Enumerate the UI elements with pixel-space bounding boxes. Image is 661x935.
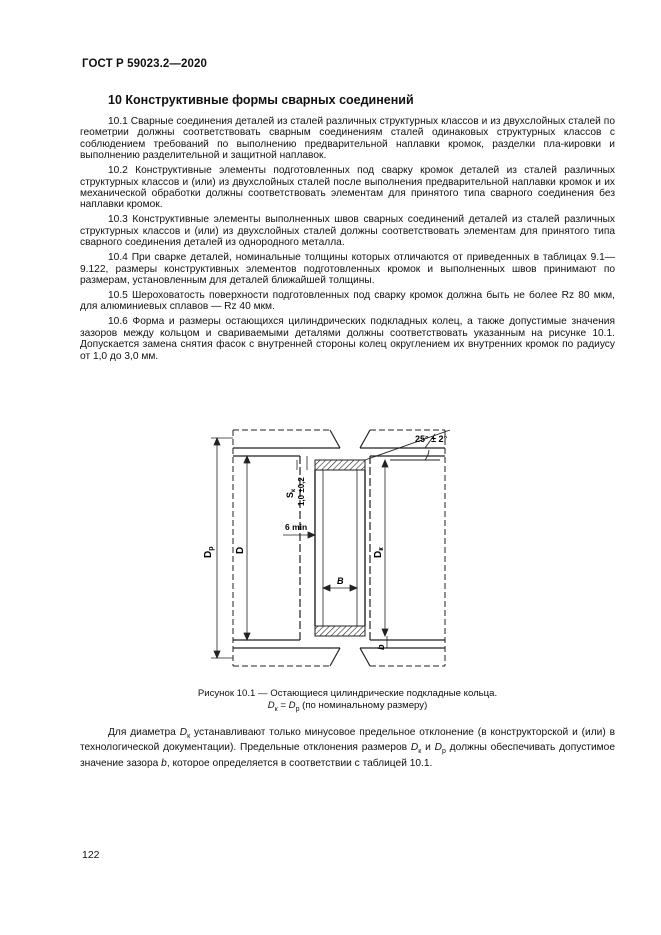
backing-ring-bottom: [315, 626, 365, 636]
caption-dp-sub: р: [295, 705, 300, 713]
caption-dp: D: [288, 700, 296, 711]
figure-10-1: [175, 418, 475, 683]
ring-sides: [315, 470, 365, 626]
d-label: D: [235, 546, 246, 554]
after-dk-sub: к: [187, 733, 191, 741]
caption-dk-sub: к: [274, 705, 278, 713]
after-figure-text: [80, 727, 615, 769]
figure-caption-line1: Рисунок 10.1 — Остающиеся цилиндрические подкладные кольца.: [197, 688, 498, 699]
caption-dk: D: [267, 700, 275, 711]
b-upper-label: B: [337, 576, 344, 586]
weld-groove-bottom: [233, 648, 445, 666]
document-header: ГОСТ Р 59023.2—2020: [82, 58, 207, 70]
after-b: b: [161, 757, 167, 769]
after-t3: и: [421, 742, 435, 754]
dim-1-0-label: 1,0 ±0,2: [297, 477, 306, 506]
after-t1: Для диаметра: [108, 727, 180, 738]
after-dp: D: [434, 742, 442, 754]
paragraph-10-3: 10.3 Конструктивные элементы выполненных швов сварных соединений деталей из сталей различных структурных классов и (или) из двухслойных сталей должны соответствовать элементам для принятого типа сварного соединения деталей из однородного металла.: [80, 214, 615, 249]
after-dk2-sub: к: [418, 748, 422, 756]
backing-ring-top: [315, 460, 365, 470]
figure-caption-line2: [80, 700, 615, 716]
after-t5: , которое определяется в соответствии с таблицей 10.1.: [166, 757, 433, 769]
paragraph-after-figure: [80, 727, 615, 769]
section-title: 10 Конструктивные формы сварных соединений: [108, 93, 414, 107]
six-min-dimension: [283, 532, 315, 538]
paragraph-10-4: 10.4 При сварке деталей, номинальные толщины которых отличаются от приведенных в таблицах 9.1—9.122, размеры конструктивных элементов подготовленных кромок и выполненных швов принимают по размерам, установленным для деталей ближайшей толщины.: [80, 252, 615, 287]
caption-eq: =: [277, 700, 289, 711]
weld-groove-top: [233, 430, 445, 448]
dk-label: $D_к$: [373, 547, 385, 558]
page-number: 122: [82, 849, 100, 861]
caption-rest: (по номинальному размеру): [299, 700, 428, 711]
after-dp-sub: р: [441, 748, 446, 756]
paragraph-10-1: 10.1 Сварные соединения деталей из сталей различных структурных классов и из двухслойных сталей по геометрии должны соответствовать сварным соединениям сталей одинаковых структурных классов с соблюдением требований по выполнению предварительной наплавки кромок, разделки пла-кировки и выполнению разделительной и защитной наплавок.: [80, 116, 615, 162]
paragraph-10-6: 10.6 Форма и размеры остающихся цилиндрических подкладных колец, а также допустимые значения зазоров между кольцом и свариваемыми деталями должны соответствовать указанным на рисунке 10.1. Допускается замена снятия фасок с внутренней стороны колец округлением их внутренних кромок по радиусу от 1,0 до 3,0 мм.: [80, 316, 615, 362]
ring-drawing: [175, 418, 475, 683]
six-min-label: 6 min: [285, 522, 308, 532]
after-t4: должны обеспечивать допустимое значение зазора: [80, 742, 615, 769]
after-dk2: D: [410, 742, 419, 754]
after-dk: D: [179, 727, 188, 738]
paragraph-10-5: 10.5 Шероховатость поверхности подготовленных под сварку кромок должна быть не более Rz 80 мкм, для алюминиевых сплавов — Rz 40 мкм.: [80, 290, 615, 313]
sk-dimension: [297, 456, 307, 470]
after-t2: устанавливают только минусовое предельное отклонение (в конструкторской и (или) в технологической документации). Предельные отклонения размеров: [80, 727, 616, 754]
paragraph-10-2: 10.2 Конструктивные элементы подготовленных под сварку кромок деталей из сталей различных структурных классов и (или) из двухслойных сталей после выполнения предварительной наплавки кромок и их механической обработки должны соответствовать элементам для принятого типа сварного соединения без наплавки кромок.: [80, 165, 615, 211]
sk-label: $S_к$: [285, 488, 297, 498]
angle-label: 25° ± 2°: [415, 434, 448, 444]
body-text: [80, 116, 615, 366]
pipe-walls: [233, 456, 445, 640]
dp-label: $D_р$: [203, 546, 215, 558]
b-lower-label: b: [376, 644, 386, 650]
